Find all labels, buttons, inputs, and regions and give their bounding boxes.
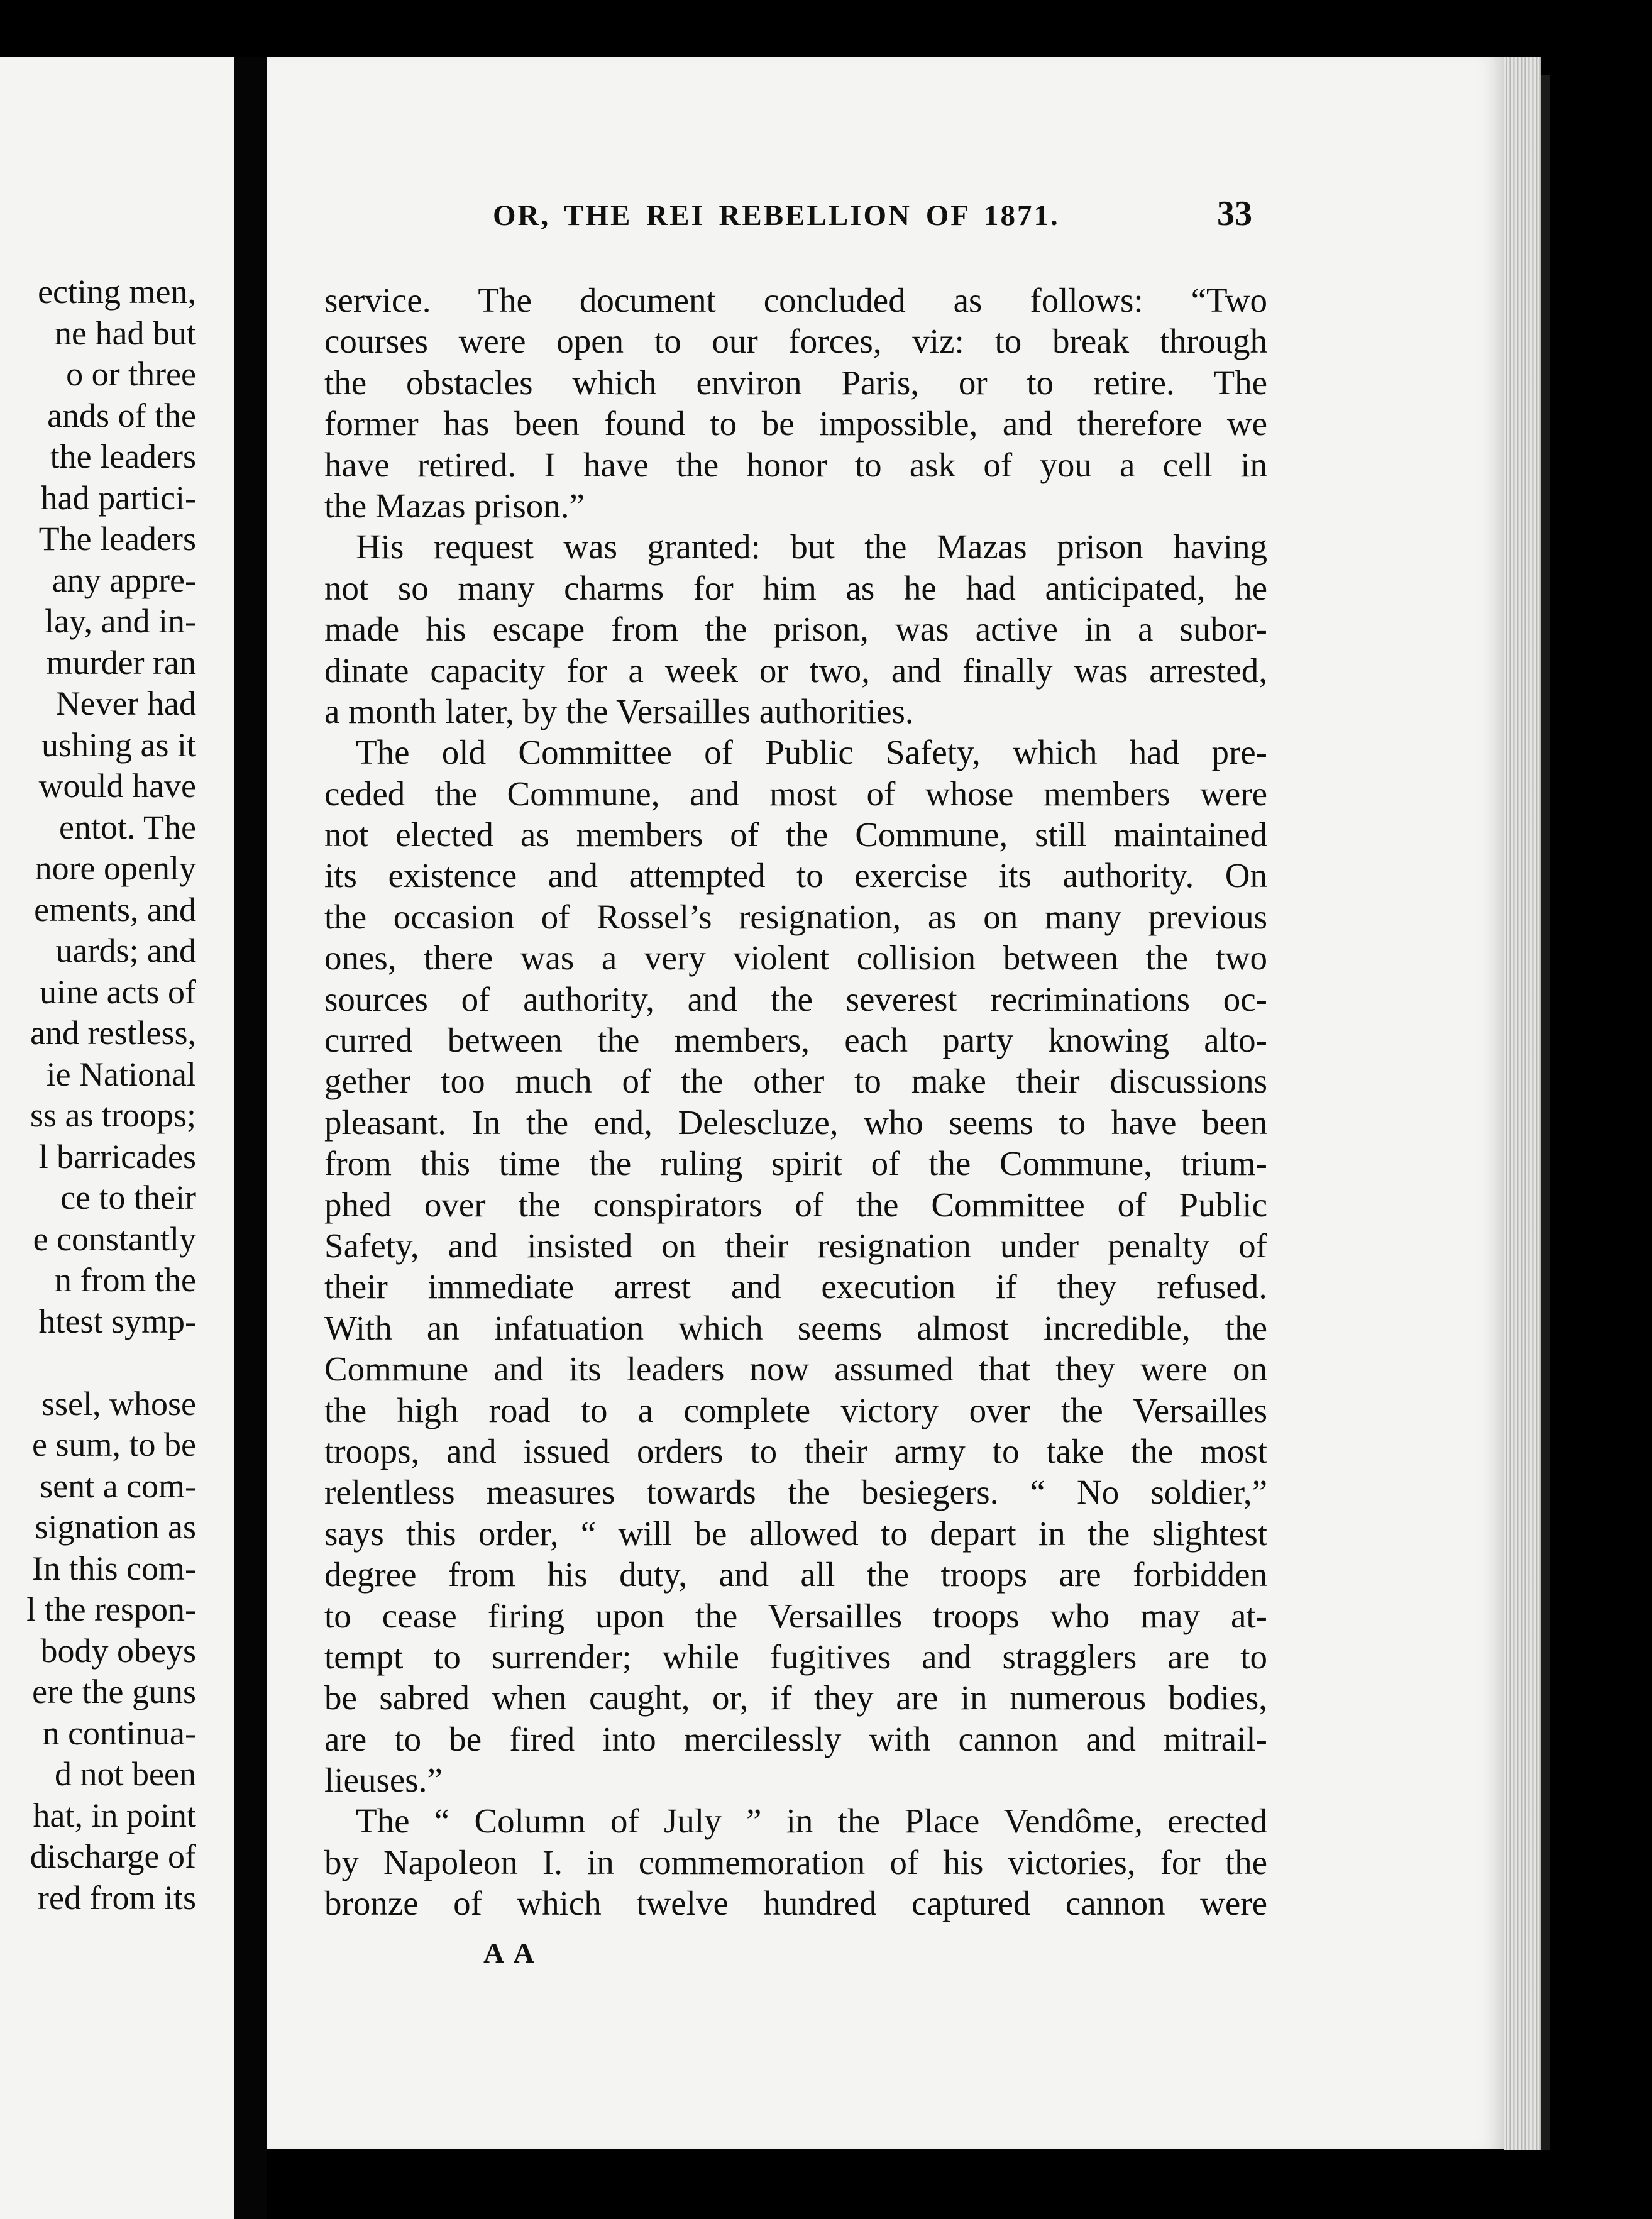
text-line: says this order, “ will be allowed to depart in the slightest [324, 1514, 1267, 1553]
left-page-line: entot. The [59, 808, 196, 846]
left-page-line: any appre- [52, 561, 196, 599]
left-page-line: uine acts of [40, 972, 196, 1011]
text-line: the Mazas prison.” [324, 486, 585, 525]
text-line: degree from his duty, and all the troops are forbidden [324, 1555, 1267, 1594]
text-line: The old Committee of Public Safety, which had pre- [356, 733, 1267, 772]
text-line: not so many charms for him as he had anticipated, he [324, 568, 1267, 607]
text-line: the obstacles which environ Paris, or to retire. The [324, 363, 1267, 402]
left-page-line: ss as troops; [30, 1096, 196, 1134]
text-line: the high road to a complete victory over the Versailles [324, 1390, 1267, 1429]
text-line: The “ Column of July ” in the Place Vendôme, erected [356, 1802, 1267, 1841]
text-line: be sabred when caught, or, if they are in numerous bodies, [324, 1678, 1267, 1717]
text-line: tempt to surrender; while fugitives and stragglers are to [324, 1637, 1267, 1676]
text-line: His request was granted: but the Mazas prison having [356, 527, 1267, 566]
left-page-line: The leaders [38, 520, 196, 558]
left-page-line: ie National [46, 1055, 196, 1093]
text-line: bronze of which twelve hundred captured cannon were [324, 1884, 1267, 1923]
text-line: former has been found to be impossible, and therefore we [324, 404, 1267, 443]
left-page-line: ements, and [34, 890, 196, 928]
left-page-line [0, 1342, 196, 1384]
text-line: ceded the Commune, and most of whose members were [324, 774, 1267, 813]
left-page-line: signation as [35, 1508, 196, 1546]
left-page-line: red from its [38, 1878, 196, 1917]
text-line: the occasion of Rossel’s resignation, as on many previous [324, 897, 1267, 936]
book-gutter [234, 57, 267, 2219]
left-page-line: would have [38, 767, 196, 805]
running-head: OR, THE REI REBELLION OF 1871. [493, 199, 1060, 232]
text-line: a month later, by the Versailles authorities. [324, 691, 914, 730]
left-page-line: and restless, [30, 1014, 196, 1052]
left-page-line: discharge of [30, 1837, 196, 1875]
left-page-fragment [0, 57, 234, 2219]
left-page-line: lay, and in- [45, 602, 196, 640]
left-page-line: body obeys [40, 1631, 196, 1670]
text-line: With an infatuation which seems almost incredible, the [324, 1308, 1267, 1347]
left-page-line: n continua- [42, 1714, 196, 1752]
left-page-line: hat, in point [33, 1796, 196, 1834]
text-line: curred between the members, each party knowing alto- [324, 1021, 1267, 1060]
text-line: ones, there was a very violent collision between the two [324, 939, 1267, 977]
left-page-line: htest symp- [38, 1302, 196, 1340]
left-page-line: the leaders [50, 438, 196, 475]
signature-mark: A A [483, 1937, 537, 1969]
left-page-text [0, 272, 196, 1919]
text-line: its existence and attempted to exercise its authority. On [324, 856, 1267, 895]
left-page-line: had partici- [40, 478, 196, 517]
text-line: their immediate arrest and execution if they refused. [324, 1267, 1267, 1306]
left-page-line: e constantly [33, 1220, 196, 1258]
left-page-line: d not been [55, 1755, 196, 1793]
left-page-line: sent a com- [40, 1467, 196, 1505]
left-page-line: ere the guns [32, 1673, 196, 1710]
left-page-line: ands of the [47, 396, 196, 434]
text-line: made his escape from the prison, was active in a subor- [324, 610, 1267, 649]
left-page-line: In this com- [32, 1549, 196, 1587]
text-line: courses were open to our forces, viz: to break through [324, 322, 1267, 361]
text-line: from this time the ruling spirit of the Commune, trium- [324, 1144, 1267, 1183]
text-line: are to be fired into mercilessly with cannon and mitrail- [324, 1719, 1267, 1758]
text-line: service. The document concluded as follows: “Two [324, 281, 1267, 319]
text-line: have retired. I have the honor to ask of you a cell in [324, 445, 1267, 484]
left-page-line: ne had but [55, 314, 196, 352]
text-line: lieuses.” [324, 1761, 443, 1800]
text-line: Commune and its leaders now assumed that they were on [324, 1350, 1267, 1389]
body-text [324, 280, 1267, 1924]
left-page-line: ce to their [60, 1179, 196, 1216]
left-page-line: uards; and [55, 932, 196, 969]
page-header [267, 194, 1504, 243]
left-page-line: e sum, to be [32, 1426, 196, 1463]
text-line: phed over the conspirators of the Committee of Public [324, 1185, 1267, 1224]
text-line: to cease firing upon the Versailles troops who may at- [324, 1596, 1267, 1635]
main-page [267, 57, 1504, 2149]
text-line: relentless measures towards the besiegers. “ No soldier,” [324, 1473, 1267, 1512]
text-line: pleasant. In the end, Delescluze, who seems to have been [324, 1103, 1267, 1142]
text-line: troops, and issued orders to their army to take the most [324, 1431, 1267, 1470]
text-line: Safety, and insisted on their resignation under penalty of [324, 1226, 1267, 1265]
left-page-line: ecting men, [38, 273, 196, 311]
text-line: not elected as members of the Commune, still maintained [324, 815, 1267, 854]
page-edges [1504, 57, 1541, 2150]
left-page-line: Never had [55, 685, 196, 722]
page-number: 33 [1217, 194, 1252, 233]
left-page-line: n from the [55, 1261, 196, 1299]
left-page-line: nore openly [35, 849, 196, 887]
left-page-line: l barricades [38, 1137, 196, 1176]
text-line: by Napoleon I. in commemoration of his victories, for the [324, 1842, 1267, 1881]
book-cover-edge [1541, 75, 1550, 2150]
text-line: sources of authority, and the severest recriminations oc- [324, 979, 1267, 1018]
left-page-line: o or three [66, 355, 196, 393]
left-page-line: ushing as it [41, 725, 196, 764]
left-page-line: l the respon- [26, 1590, 196, 1628]
left-page-line: murder ran [46, 643, 196, 681]
text-line: dinate capacity for a week or two, and finally was arrested, [324, 651, 1267, 690]
left-page-line: ssel, whose [41, 1384, 196, 1423]
text-line: gether too much of the other to make their discussions [324, 1062, 1267, 1101]
